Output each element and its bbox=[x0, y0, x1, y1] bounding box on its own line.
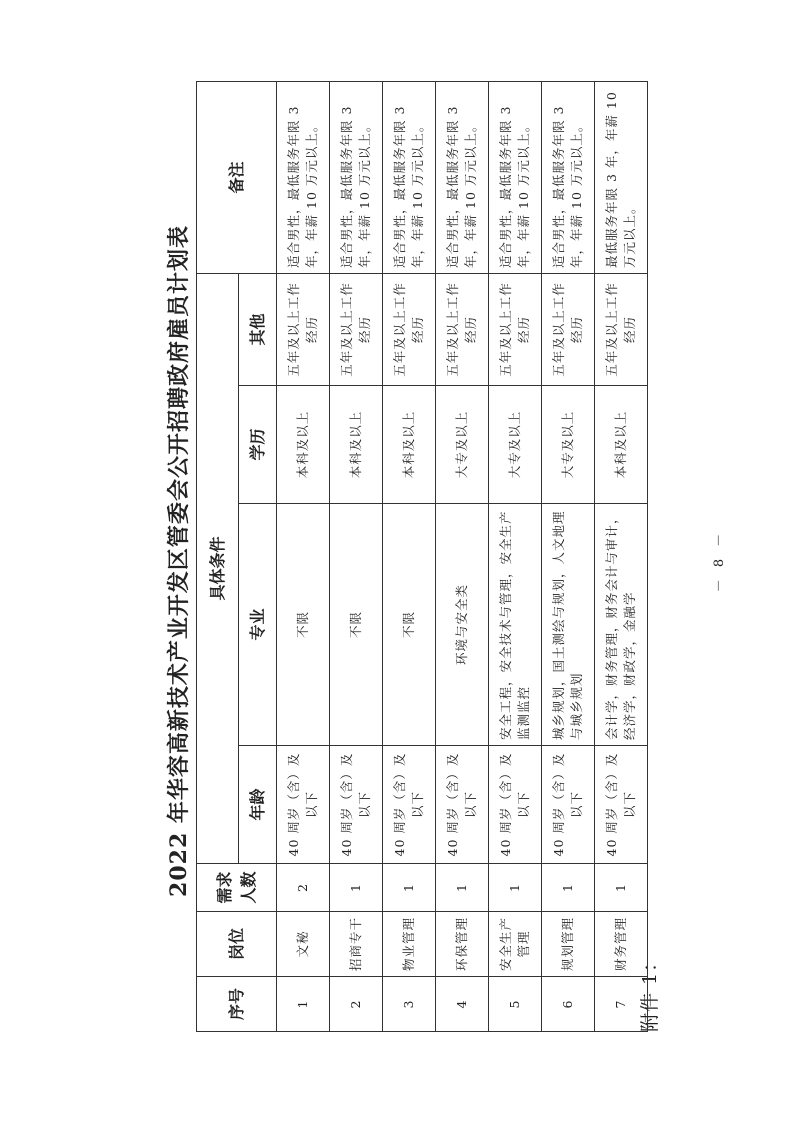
table-row bbox=[330, 81, 383, 1031]
cell-education: 本科及以上 bbox=[330, 386, 383, 504]
cell-age: 40 周岁（含）及以下 bbox=[277, 746, 330, 864]
cell-count: 1 bbox=[330, 864, 383, 912]
cell-education: 本科及以上 bbox=[277, 386, 330, 504]
cell-post: 环保管理 bbox=[436, 912, 489, 977]
page-number: － 8 － bbox=[712, 529, 727, 593]
cell-post: 物业管理 bbox=[383, 912, 436, 977]
cell-age: 40 周岁（含）及以下 bbox=[383, 746, 436, 864]
cell-education: 大专及以上 bbox=[542, 386, 595, 504]
cell-other: 五年及以上工作经历 bbox=[277, 273, 330, 385]
cell-seq: 5 bbox=[489, 977, 542, 1032]
cell-post: 安全生产管理 bbox=[489, 912, 542, 977]
attachment-label: 附件 1： bbox=[639, 951, 661, 1032]
cell-other: 五年及以上工作经历 bbox=[542, 273, 595, 385]
cell-count: 1 bbox=[489, 864, 542, 912]
header-age: 年龄 bbox=[239, 746, 277, 864]
cell-note: 适合男性，最低服务年限 3 年，年薪 10 万元以上。 bbox=[330, 81, 383, 273]
table-row bbox=[436, 81, 489, 1031]
header-education: 学历 bbox=[239, 386, 277, 504]
table-row bbox=[383, 81, 436, 1031]
table-row bbox=[595, 81, 648, 1031]
header-note: 备注 bbox=[197, 81, 277, 273]
cell-count: 2 bbox=[277, 864, 330, 912]
cell-seq: 2 bbox=[330, 977, 383, 1032]
cell-major: 不限 bbox=[330, 504, 383, 746]
cell-note: 适合男性，最低服务年限 3 年，年薪 10 万元以上。 bbox=[383, 81, 436, 273]
cell-age: 40 周岁（含）及以下 bbox=[436, 746, 489, 864]
cell-seq: 4 bbox=[436, 977, 489, 1032]
cell-major: 会计学，财务管理，财务会计与审计，经济学，财政学，金融学 bbox=[595, 504, 648, 746]
cell-other: 五年及以上工作经历 bbox=[383, 273, 436, 385]
cell-major: 城乡规划，国土测绘与规划，人文地理与城乡规划 bbox=[542, 504, 595, 746]
cell-note: 适合男性，最低服务年限 3 年，年薪 10 万元以上。 bbox=[542, 81, 595, 273]
cell-post: 财务管理 bbox=[595, 912, 648, 977]
cell-age: 40 周岁（含）及以下 bbox=[542, 746, 595, 864]
cell-major: 安全工程，安全技术与管理，安全生产监测监控 bbox=[489, 504, 542, 746]
cell-note: 最低服务年限 3 年，年薪 10 万元以上。 bbox=[595, 81, 648, 273]
header-post: 岗位 bbox=[197, 912, 277, 977]
cell-seq: 1 bbox=[277, 977, 330, 1032]
header-count: 需求人数 bbox=[197, 864, 277, 912]
cell-other: 五年及以上工作经历 bbox=[330, 273, 383, 385]
cell-other: 五年及以上工作经历 bbox=[595, 273, 648, 385]
cell-education: 大专及以上 bbox=[436, 386, 489, 504]
page-title: 2022 年华容高新技术产业开发区管委会公开招聘政府雇员计划表 bbox=[166, 225, 192, 897]
cell-note: 适合男性，最低服务年限 3 年，年薪 10 万元以上。 bbox=[436, 81, 489, 273]
recruitment-plan-table bbox=[196, 81, 648, 1032]
cell-major: 不限 bbox=[277, 504, 330, 746]
cell-note: 适合男性，最低服务年限 3 年，年薪 10 万元以上。 bbox=[277, 81, 330, 273]
cell-note: 适合男性，最低服务年限 3 年，年薪 10 万元以上。 bbox=[489, 81, 542, 273]
cell-count: 1 bbox=[383, 864, 436, 912]
cell-post: 规划管理 bbox=[542, 912, 595, 977]
table-row bbox=[542, 81, 595, 1031]
cell-education: 本科及以上 bbox=[595, 386, 648, 504]
cell-other: 五年及以上工作经历 bbox=[436, 273, 489, 385]
cell-major: 环境与安全类 bbox=[436, 504, 489, 746]
cell-major: 不限 bbox=[383, 504, 436, 746]
header-conditions: 具体条件 bbox=[197, 273, 239, 863]
cell-seq: 7 bbox=[595, 977, 648, 1032]
cell-age: 40 周岁（含）及以下 bbox=[489, 746, 542, 864]
cell-seq: 6 bbox=[542, 977, 595, 1032]
cell-age: 40 周岁（含）及以下 bbox=[595, 746, 648, 864]
header-other: 其他 bbox=[239, 273, 277, 385]
table-row bbox=[277, 81, 330, 1031]
cell-count: 1 bbox=[542, 864, 595, 912]
cell-education: 大专及以上 bbox=[489, 386, 542, 504]
header-seq: 序号 bbox=[197, 977, 277, 1032]
cell-post: 文秘 bbox=[277, 912, 330, 977]
cell-count: 1 bbox=[595, 864, 648, 912]
cell-seq: 3 bbox=[383, 977, 436, 1032]
cell-education: 本科及以上 bbox=[383, 386, 436, 504]
cell-post: 招商专干 bbox=[330, 912, 383, 977]
cell-age: 40 周岁（含）及以下 bbox=[330, 746, 383, 864]
cell-other: 五年及以上工作经历 bbox=[489, 273, 542, 385]
table-row bbox=[489, 81, 542, 1031]
header-major: 专业 bbox=[239, 504, 277, 746]
cell-count: 1 bbox=[436, 864, 489, 912]
